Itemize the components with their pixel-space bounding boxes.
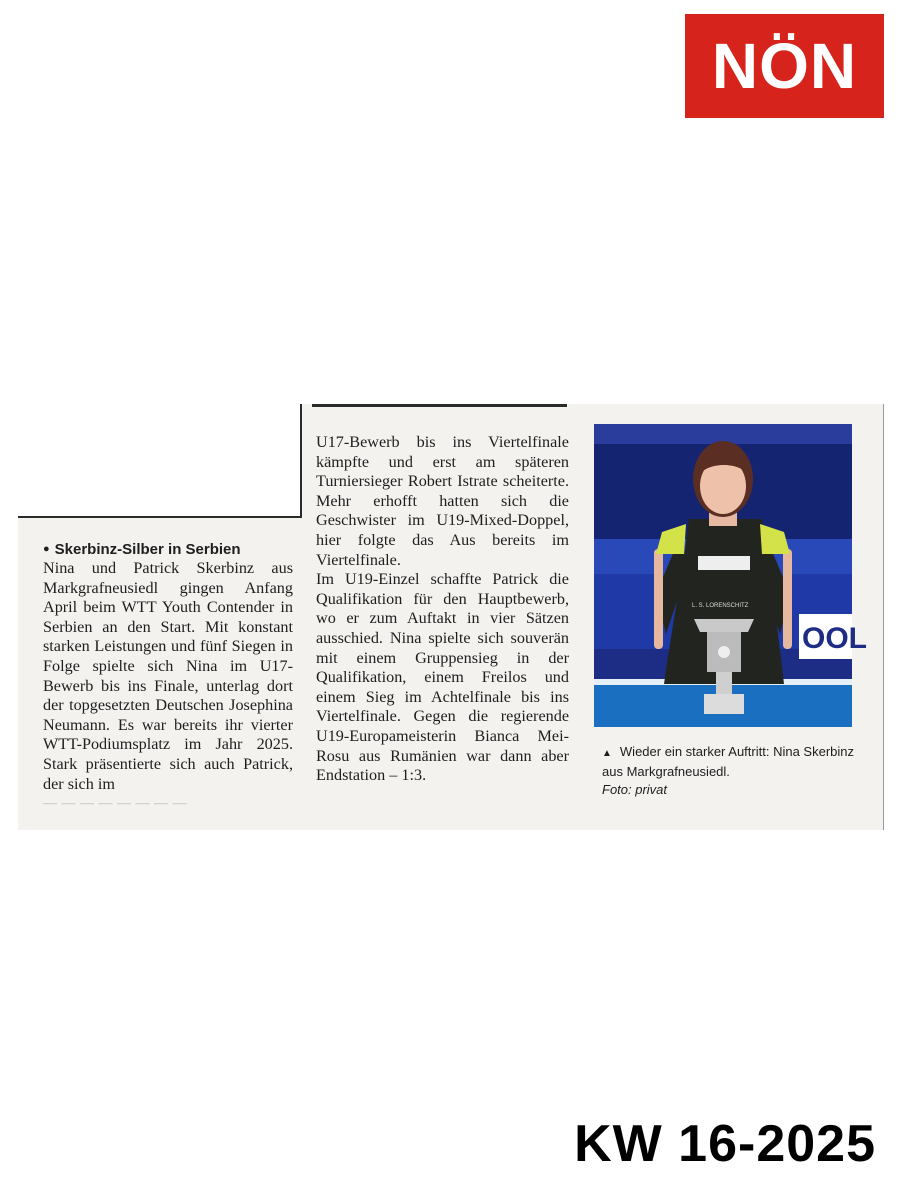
article-paragraph: Im U19-Einzel schaffte Patrick die Qualifikation für den Hauptbewerb, wo er zum Auftakt in vier Sätzen ausschied. Nina spielte sich souverän mit einem Gruppensieg in der Qualifikation, einem Freilos und einem Sieg im Achtelfinale bis ins Viertelfinale. Gegen die regierende U19-Europameisterin Bianca Mei-Rosu aus Rumänien war dann aber Endstation – 1:3.: [316, 570, 569, 785]
column-rule: [18, 516, 300, 518]
bullet-icon: ●: [43, 543, 50, 555]
article-paragraph: U17-Bewerb bis ins Viertelfinale kämpfte und erst am späteren Turniersieger Robert Istrate scheiterte. Mehr erhofft hatten sich die Geschwister im U19-Mixed-Doppel, hier folgte das Aus bereits im Viertelfinale.: [316, 433, 569, 569]
triangle-up-icon: ▲: [602, 748, 612, 759]
article-column-1: [43, 540, 293, 812]
photo-credit: Foto: privat: [602, 782, 668, 797]
column-rule: [300, 404, 302, 518]
article-photo: [594, 424, 867, 727]
article-column-2: [316, 433, 569, 786]
article-paragraph: Nina und Patrick Skerbinz aus Markgrafneusiedl gingen Anfang April beim WTT Youth Contender in Serbien an den Start. Mit konstant starken Leistungen und fünf Siegen in Folge spielte sich Nina im U17-Bewerb bis ins Finale, unterlag dort der topgesetzten Deutschen Josephina Neumann. Es war bereits ihr vierter WTT-Podiumsplatz im Jahr 2025. Stark präsentierte sich auch Patrick, der sich im: [43, 559, 293, 793]
photo-caption: [602, 743, 872, 799]
shirt-text: L. S. LORENSCHITZ: [692, 603, 749, 609]
cut-off-text: — — — — — — — —: [43, 796, 187, 812]
article-headline: [43, 540, 293, 559]
photo-illustration: [594, 424, 867, 727]
article-headline-text: Skerbinz-Silber in Serbien: [54, 541, 241, 558]
issue-label: KW 16-2025: [574, 1115, 876, 1173]
clipping-edge: [883, 404, 884, 830]
banner-text: OOL: [802, 622, 867, 655]
non-logo: NÖN: [685, 14, 884, 118]
column-rule: [312, 404, 567, 407]
caption-text: Wieder ein starker Auftritt: Nina Skerbinz aus Markgrafneusiedl.: [602, 744, 854, 779]
